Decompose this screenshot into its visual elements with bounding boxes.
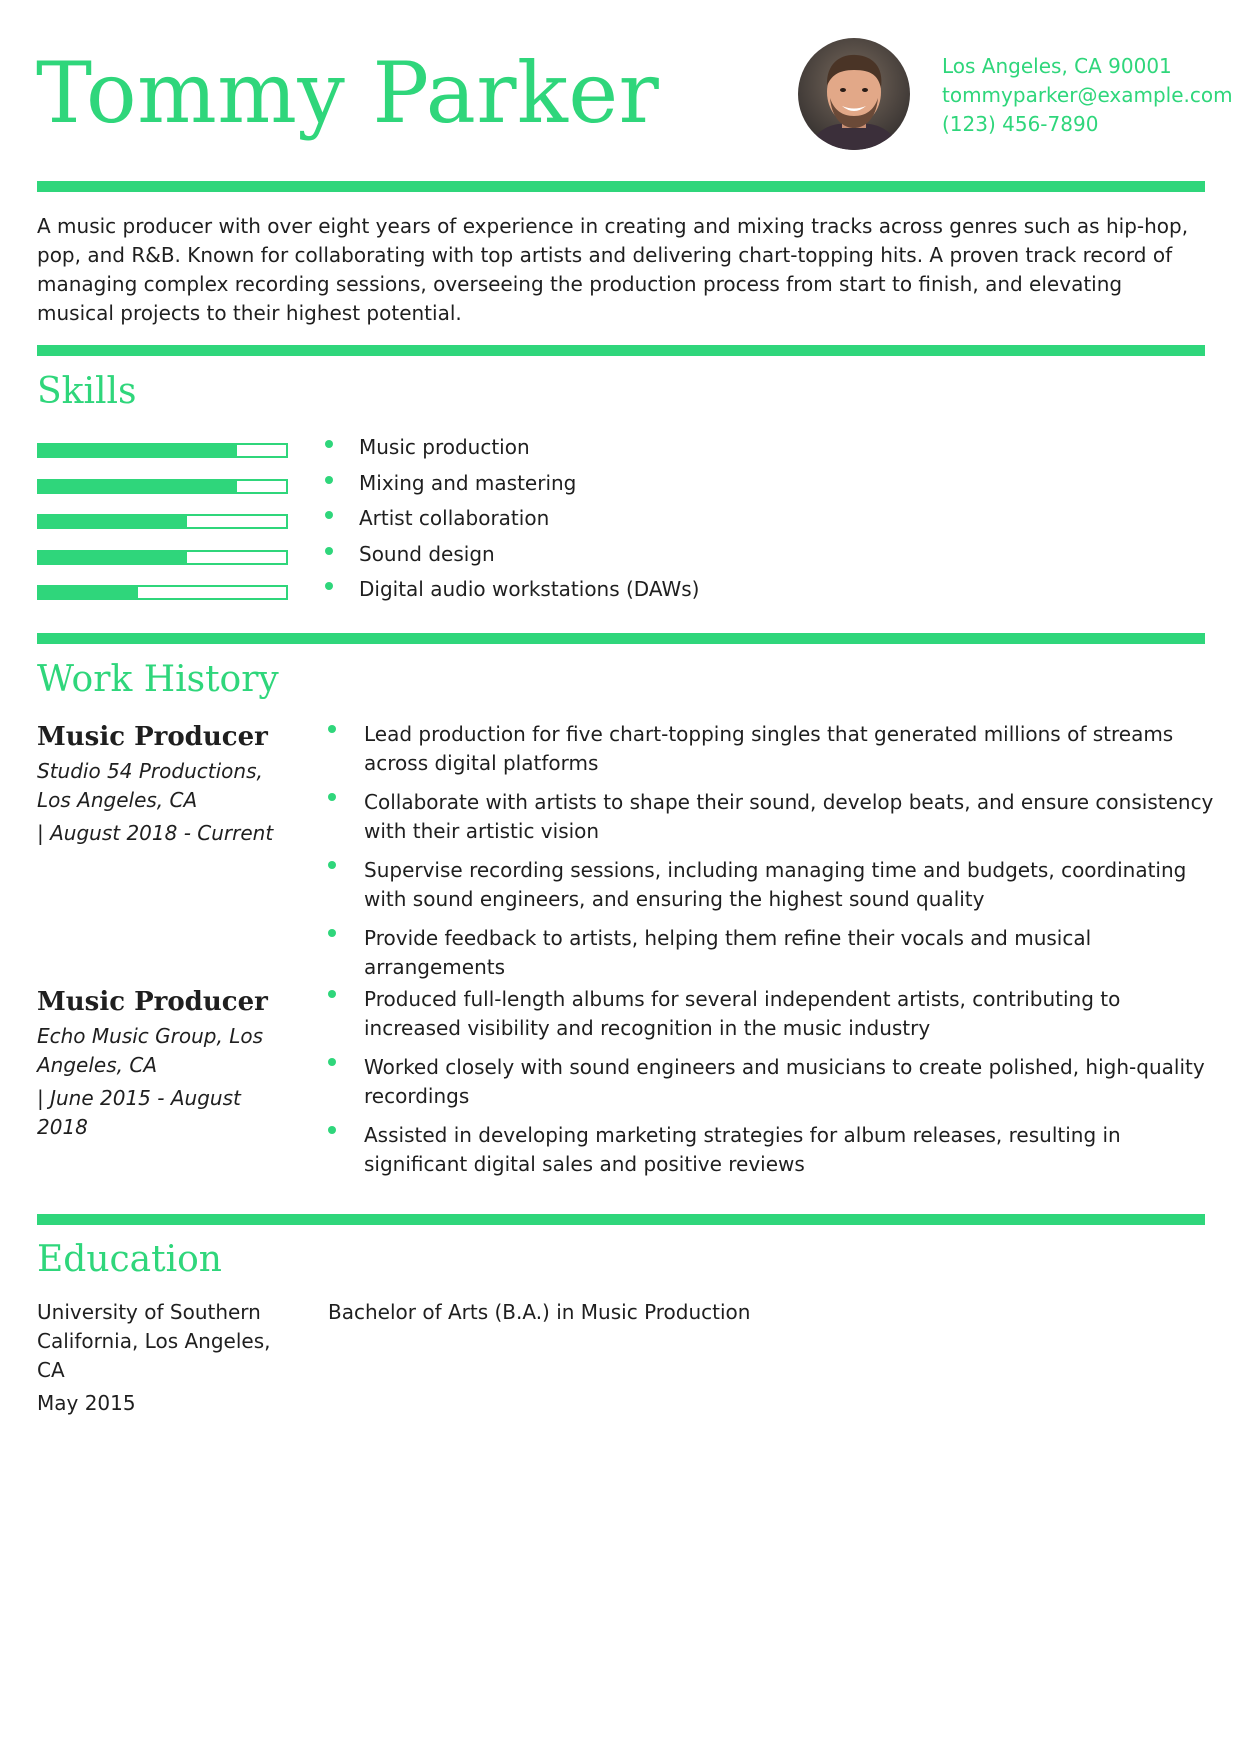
- contact-location: Los Angeles, CA 90001: [942, 54, 1172, 78]
- skill-level-bar: [37, 514, 288, 529]
- bullet-text: Worked closely with sound engineers and musicians to create polished, high-quality recordings: [364, 1055, 1205, 1108]
- skill-label: Mixing and mastering: [359, 470, 577, 495]
- job-meta: [37, 985, 297, 1142]
- divider: [37, 345, 1205, 356]
- education-degree: Bachelor of Arts (B.A.) in Music Production: [328, 1300, 751, 1324]
- job-company: Studio 54 Productions, Los Angeles, CA: [37, 759, 263, 812]
- education-date: May 2015: [37, 1391, 136, 1415]
- skill-label: Sound design: [359, 541, 495, 566]
- profile-photo: [798, 38, 910, 150]
- bullet-text: Lead production for five chart-topping singles that generated millions of streams across digital platforms: [364, 722, 1174, 775]
- skill-item: [37, 472, 797, 508]
- skill-level-bar: [37, 550, 288, 565]
- bullet-icon: [325, 511, 333, 519]
- skill-item: [37, 507, 797, 543]
- education-school: University of Southern California, Los Angeles, CA: [37, 1300, 271, 1382]
- job-dates: | June 2015 - August 2018: [37, 1086, 241, 1139]
- skill-item: [37, 436, 797, 472]
- job-title: Music Producer: [37, 987, 268, 1017]
- skill-item: [37, 578, 797, 614]
- bullet-text: Produced full-length albums for several independent artists, contributing to increased visibility and recognition in the music industry: [364, 987, 1121, 1040]
- skill-label: Digital audio workstations (DAWs): [359, 577, 700, 601]
- bullet-icon: [328, 725, 336, 733]
- list-item: [328, 856, 1218, 914]
- professional-summary: A music producer with over eight years of experience in creating and mixing tracks across genres such as hip-hop, pop, and R&B. Known for collaborating with top artists and delivering chart-topping hits. A proven track record of managing complex recording sessions, overseeing the production process from start to finish, and elevating musical projects to their highest potential.: [37, 214, 1189, 325]
- skill-level-fill: [39, 516, 187, 527]
- list-item: [328, 924, 1218, 982]
- bullet-icon: [328, 929, 336, 937]
- bullet-text: Collaborate with artists to shape their sound, develop beats, and ensure consistency with their artistic vision: [364, 790, 1214, 843]
- bullet-text: Assisted in developing marketing strategies for album releases, resulting in significant digital sales and positive reviews: [364, 1123, 1121, 1176]
- bullet-icon: [325, 476, 333, 484]
- job-dates: | August 2018 - Current: [37, 821, 274, 845]
- bullet-text: Supervise recording sessions, including managing time and budgets, coordinating with sound engineers, and ensuring the highest sound quality: [364, 858, 1187, 911]
- skills-heading: Skills: [37, 371, 137, 412]
- skill-item: [37, 543, 797, 579]
- skill-label: Music production: [359, 435, 530, 459]
- divider: [37, 1214, 1205, 1225]
- list-item: [328, 788, 1218, 846]
- skill-level-bar: [37, 585, 288, 600]
- skill-level-bar: [37, 443, 288, 458]
- bullet-icon: [325, 440, 333, 448]
- job-meta: [37, 720, 297, 848]
- bullet-icon: [325, 582, 333, 590]
- skill-level-fill: [39, 481, 237, 492]
- bullet-icon: [328, 990, 336, 998]
- list-item: [328, 985, 1218, 1043]
- bullet-text: Provide feedback to artists, helping them refine their vocals and musical arrangements: [364, 926, 1092, 979]
- job-title: Music Producer: [37, 722, 268, 752]
- candidate-name: Tommy Parker: [36, 44, 660, 142]
- divider: [37, 633, 1205, 644]
- list-item: [328, 720, 1218, 778]
- education-heading: Education: [37, 1239, 222, 1280]
- job-bullets: [328, 720, 1218, 992]
- list-item: [328, 1121, 1218, 1179]
- job-company: Echo Music Group, Los Angeles, CA: [37, 1024, 264, 1077]
- bullet-icon: [328, 793, 336, 801]
- work-history-heading: Work History: [37, 659, 279, 700]
- skill-label: Artist collaboration: [359, 506, 550, 530]
- divider: [37, 181, 1205, 192]
- skill-level-fill: [39, 587, 138, 598]
- bullet-icon: [325, 547, 333, 555]
- list-item: [328, 1053, 1218, 1111]
- job-bullets: [328, 985, 1218, 1189]
- bullet-icon: [328, 1126, 336, 1134]
- skill-level-bar: [37, 479, 288, 494]
- skill-level-fill: [39, 552, 187, 563]
- avatar-portrait-icon: [798, 38, 910, 150]
- skill-level-fill: [39, 445, 237, 456]
- contact-phone[interactable]: (123) 456-7890: [942, 112, 1099, 136]
- education-meta: [37, 1298, 287, 1418]
- bullet-icon: [328, 1058, 336, 1066]
- skills-list: [37, 436, 797, 614]
- contact-info: [942, 52, 1233, 139]
- bullet-icon: [328, 861, 336, 869]
- contact-email[interactable]: tommyparker@example.com: [942, 83, 1233, 107]
